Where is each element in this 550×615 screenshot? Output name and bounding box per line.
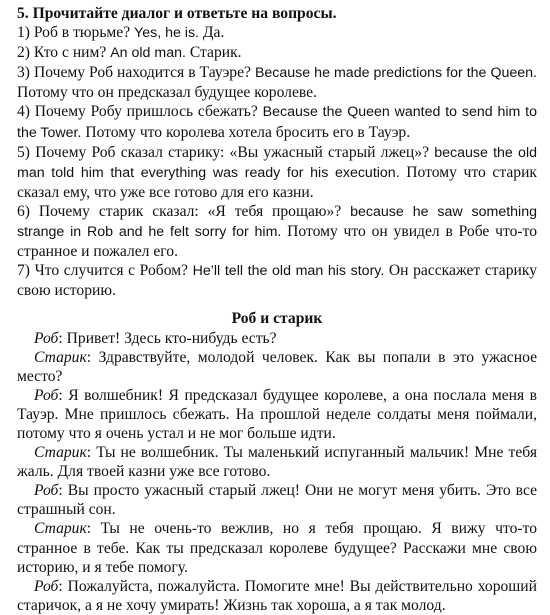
question-1 xyxy=(17,23,537,43)
speaker-name: Старик xyxy=(34,520,87,538)
line-text: : Здравствуйте, молодой человек. Как вы попали в это ужасное место? xyxy=(17,348,537,385)
question-text: 5) Почему Роб сказал старику: «Вы ужасный старый лжец»? xyxy=(17,143,435,161)
question-text: 6) Почему старик сказал: «Я тебя прощаю»? xyxy=(17,202,351,220)
dialogue-title: Роб и старик xyxy=(231,310,323,328)
question-text: 7) Что случится с Робом? xyxy=(17,262,193,280)
line-text: : Я волшебник! Я предсказал будущее королеве, а она послала меня в Тауэр. Мне пришлось сбежать. На прошлой неделе солдаты меня поймали, потому что я очень устал и не мог больше идти. xyxy=(17,386,537,442)
question-7 xyxy=(17,261,537,300)
answer-english: because the old man told him that everything was ready for his execution. xyxy=(17,144,537,181)
answer-russian: Потому что королева хотела бросить его в Тауэр. xyxy=(81,123,411,141)
exercise-heading: 5. Прочитайте диалог и ответьте на вопросы. xyxy=(17,5,337,22)
answer-english: He’ll tell the old man his story. xyxy=(192,263,385,280)
answer-english: Yes, he is. xyxy=(134,25,199,42)
answer-russian: Потому что он увидел в Робе что-то странное и пожалел его. xyxy=(17,223,537,261)
speaker-name: Старик xyxy=(34,348,87,366)
dialogue-line xyxy=(17,443,537,481)
question-5 xyxy=(17,143,537,202)
question-text: 3) Почему Роб находится в Тауэре? xyxy=(17,64,255,82)
answer-russian: Старик. xyxy=(185,44,242,62)
answer-russian: Да. xyxy=(198,24,225,42)
line-text: : Вы просто ужасный старый лжец! Они не могут меня убить. Это все страшный сон. xyxy=(17,482,537,519)
question-3 xyxy=(17,63,537,102)
dialogue-line xyxy=(17,481,537,519)
answer-russian: Он расскажет старику свою историю. xyxy=(17,262,538,300)
speaker-name: Роб xyxy=(34,386,59,404)
question-text: 1) Роб в тюрьме? xyxy=(17,24,135,42)
speaker-name: Роб xyxy=(34,329,59,347)
question-text: 4) Почему Робу пришлось сбежать? xyxy=(17,103,263,121)
answer-english: Because he made predictions for the Queen. xyxy=(254,65,537,82)
line-text: : Привет! Здесь кто-нибудь есть? xyxy=(58,329,277,347)
speaker-name: Старик xyxy=(34,444,87,462)
question-4 xyxy=(17,102,537,142)
answer-russian: Потому что старик сказал ему, что уже все готово для его казни. xyxy=(17,163,537,201)
question-2 xyxy=(17,43,537,63)
answer-english: Because the Queen wanted to send him to the Tower. xyxy=(17,104,537,141)
line-text: : Пожалуйста, пожалуйста. Помогите мне! Вы действительно хороший старичок, а я не хочу умирать! Жизнь так хороша, а я так молод. xyxy=(17,577,537,614)
speaker-name: Роб xyxy=(34,577,59,595)
line-text: : Ты не очень-то вежлив, но я тебя прощаю. Я вижу что-то странное в тебе. Как ты предсказал королеве будущее? Расскажи мне свою историю, и я тебе помогу. xyxy=(17,520,537,576)
document-page xyxy=(17,4,537,615)
question-text: 2) Кто с ним? xyxy=(17,44,111,62)
question-6 xyxy=(17,202,537,261)
dialogue-line xyxy=(17,329,537,348)
dialogue-line xyxy=(17,386,537,443)
line-text: : Ты не волшебник. Ты маленький испуганный мальчик! Мне тебя жаль. Для твоей казни уже все готово. xyxy=(17,444,537,481)
speaker-name: Роб xyxy=(34,482,59,500)
dialogue-line xyxy=(17,577,537,615)
dialogue-line xyxy=(17,348,537,386)
answer-english: because he saw something strange in Rob and he felt sorry for him. xyxy=(17,203,537,241)
answer-english: An old man. xyxy=(110,45,186,62)
dialogue-line xyxy=(17,519,537,576)
answer-russian: Потому что он предсказал будущее королеве. xyxy=(17,84,317,102)
